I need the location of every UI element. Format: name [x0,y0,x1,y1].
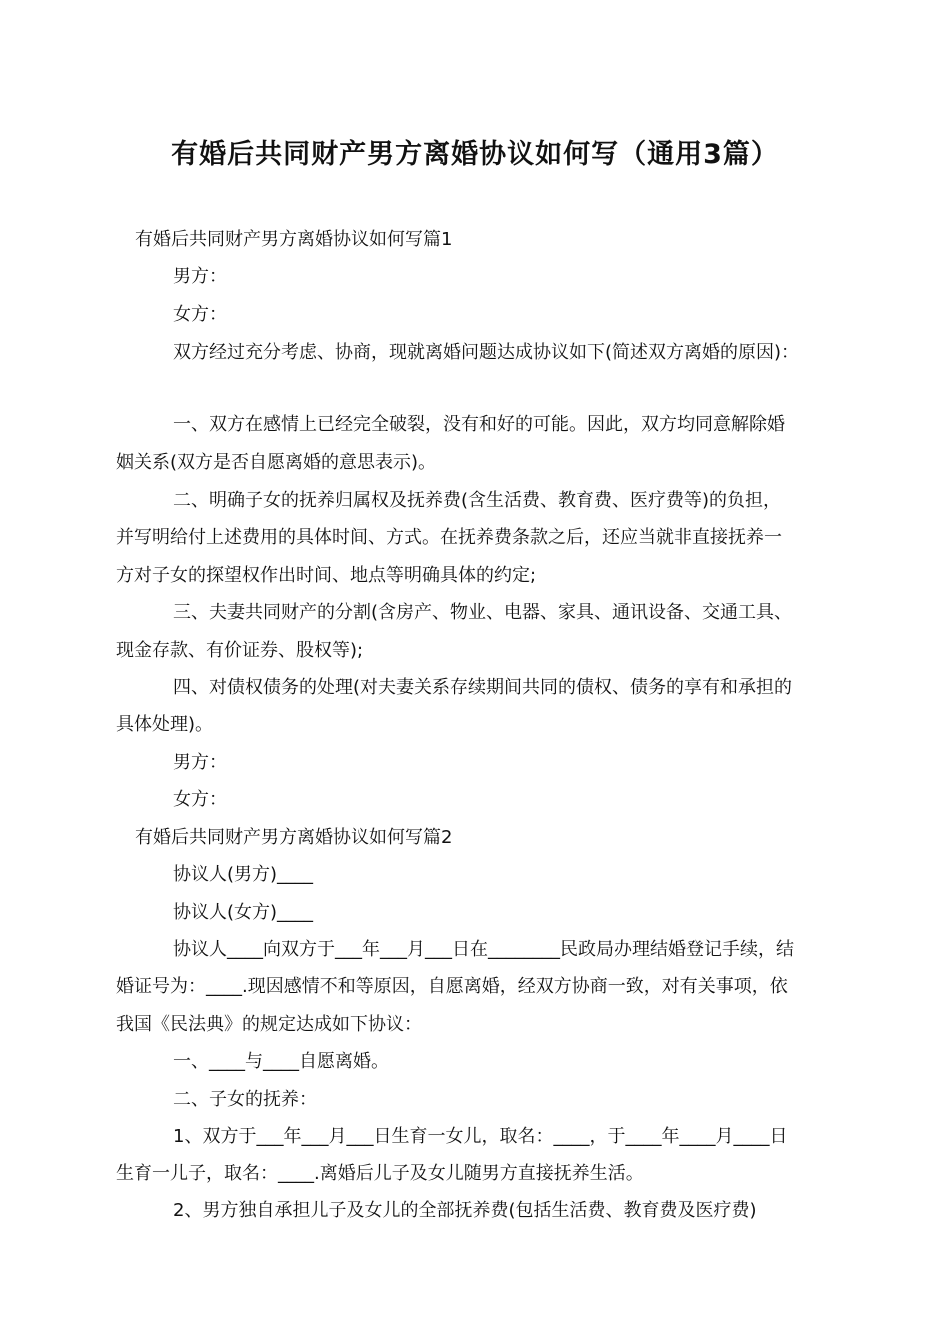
paragraph-line: 协议人____向双方于___年___月___日在________民政局办理结婚登记手续，结 [173,939,794,960]
document-title: 有婚后共同财产男方离婚协议如何写（通用3篇） [171,139,779,170]
paragraph-line: 四、对债权债务的处理(对夫妻关系存续期间共同的债权、债务的享有和承担的 [173,677,793,698]
paragraph-line: 方对子女的探望权作出时间、地点等明确具体的约定; [116,565,537,586]
paragraph-line: 2、男方独自承担儿子及女儿的全部抚养费(包括生活费、教育费及医疗费) [173,1200,757,1221]
paragraph-line: 姻关系(双方是否自愿离婚的意思表示)。 [116,452,437,473]
section-heading-1: 有婚后共同财产男方离婚协议如何写篇1 [135,229,453,250]
paragraph-line: 二、明确子女的抚养归属权及抚养费(含生活费、教育费、医疗费等)的负担， [173,490,782,511]
paragraph-line: 双方经过充分考虑、协商，现就离婚问题达成协议如下(简述双方离婚的原因)： [173,342,800,363]
paragraph-line: 二、子女的抚养： [173,1089,317,1110]
paragraph-line: 一、双方在感情上已经完全破裂，没有和好的可能。因此，双方均同意解除婚 [173,414,785,435]
paragraph-line: 1、双方于___年___月___日生育一女儿，取名：____，于____年____月____日 [173,1126,788,1147]
paragraph-line: 我国《民法典》的规定达成如下协议： [116,1014,422,1035]
paragraph-line: 女方： [173,789,227,810]
paragraph-line: 生育一儿子，取名：____.离婚后儿子及女儿随男方直接抚养生活。 [116,1163,644,1184]
section-heading-2: 有婚后共同财产男方离婚协议如何写篇2 [135,827,453,848]
paragraph-line: 具体处理)。 [116,714,214,735]
paragraph-line: 男方： [173,752,227,773]
paragraph-line: 三、夫妻共同财产的分割(含房产、物业、电器、家具、通讯设备、交通工具、 [173,602,793,623]
paragraph-line: 协议人(男方)____ [173,864,314,885]
paragraph-line: 男方： [173,266,227,287]
paragraph-line: 现金存款、有价证券、股权等); [116,640,364,661]
paragraph-line: 一、____与____自愿离婚。 [173,1051,389,1072]
paragraph-line: 协议人(女方)____ [173,902,314,923]
paragraph-line: 女方： [173,304,227,325]
paragraph-line: 婚证号为：____.现因感情不和等原因，自愿离婚，经双方协商一致，对有关事项，依 [116,976,788,997]
paragraph-line: 并写明给付上述费用的具体时间、方式。在抚养费条款之后，还应当就非直接抚养一 [116,527,782,548]
